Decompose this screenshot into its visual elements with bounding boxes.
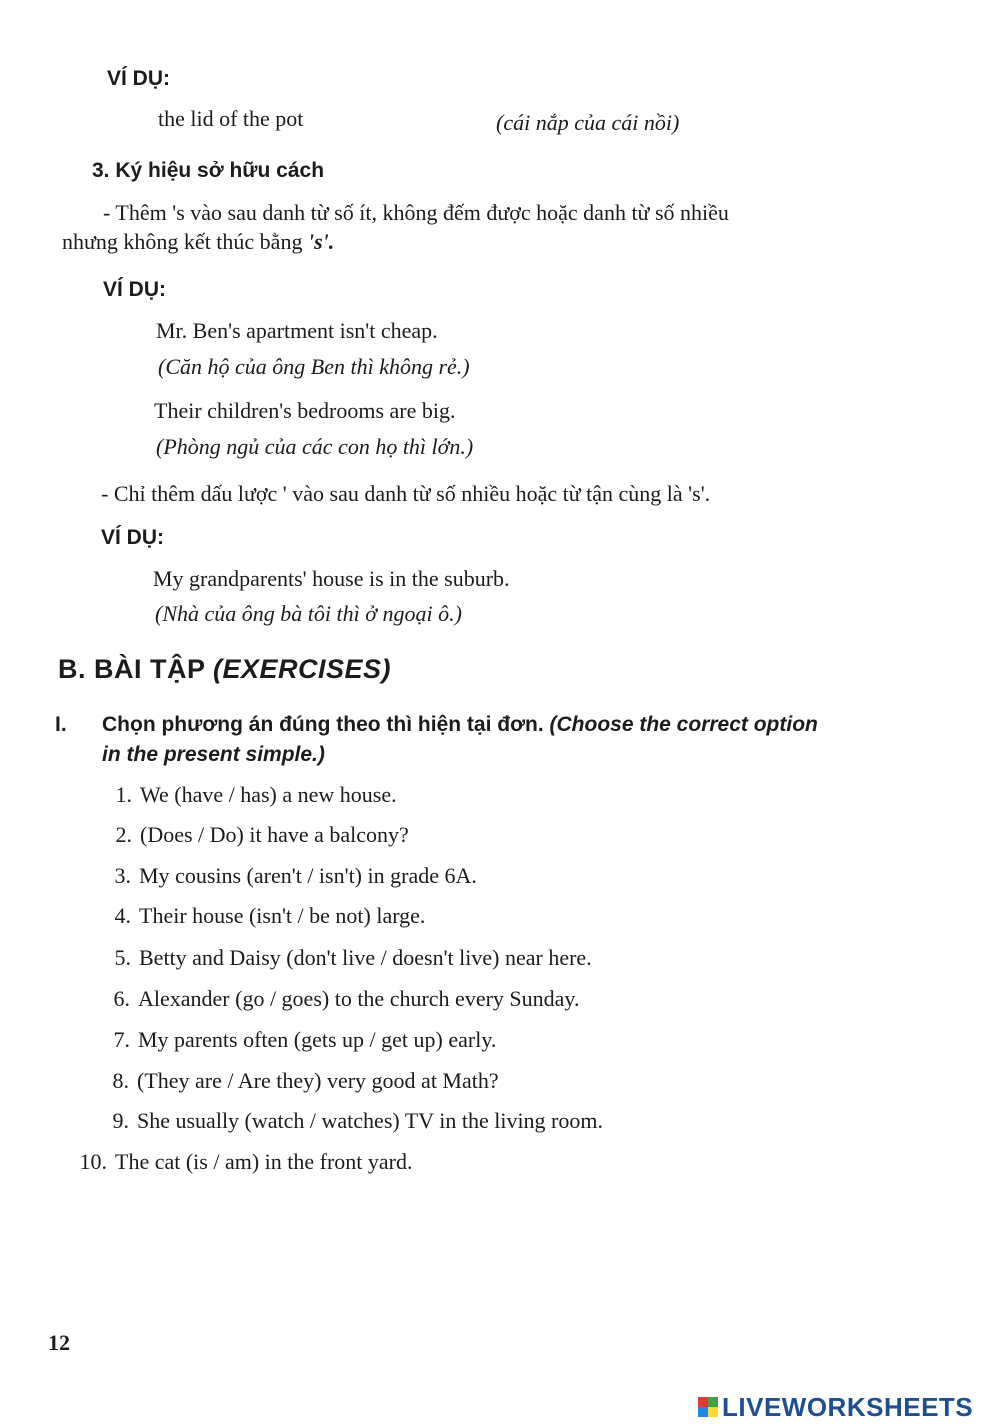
example-sentence-en: Mr. Ben's apartment isn't cheap.	[156, 318, 438, 343]
item-text: (They are / Are they) very good at Math?	[137, 1068, 499, 1093]
section-b-title-em: (EXERCISES)	[213, 654, 392, 684]
page-number: 12	[48, 1330, 70, 1355]
example-sentence-vi: (Căn hộ của ông Ben thì không rẻ.)	[158, 354, 470, 379]
item-text: Betty and Daisy (don't live / doesn't live) near here.	[139, 945, 592, 970]
instruction-en: (Choose the correct option	[549, 713, 818, 736]
example-sentence-vi: (cái nắp của cái nồi)	[496, 110, 680, 135]
example-sentence-en: the lid of the pot	[158, 106, 304, 131]
exercise-instruction	[102, 713, 818, 737]
item-number: 9.	[112, 1108, 129, 1133]
rule-text: nhưng không kết thúc bằng	[62, 229, 308, 254]
instruction-vi: Chọn phương án đúng theo thì hiện tại đơn.	[102, 713, 550, 736]
exercise-item	[93, 1108, 603, 1134]
item-text: (Does / Do) it have a balcony?	[140, 822, 409, 847]
item-number: 3.	[114, 863, 131, 888]
item-number: 7.	[113, 1027, 130, 1052]
rule-line: - Thêm 's vào sau danh từ số ít, không đếm được hoặc danh từ số nhiều	[103, 200, 729, 225]
liveworksheets-logo-icon	[698, 1397, 718, 1417]
item-number: 5.	[114, 945, 131, 970]
exercise-item	[71, 1149, 413, 1175]
exercise-item	[93, 1068, 499, 1094]
rule-line	[62, 229, 334, 255]
item-text: The cat (is / am) in the front yard.	[115, 1149, 413, 1174]
exercise-instruction-cont: in the present simple.)	[102, 743, 325, 766]
example-sentence-vi: (Nhà của ông bà tôi thì ở ngoại ô.)	[155, 601, 462, 626]
example-sentence-en: Their children's bedrooms are big.	[154, 398, 456, 423]
exercise-item	[94, 1027, 496, 1053]
exercise-item	[96, 822, 409, 848]
exercise-item	[95, 863, 477, 889]
watermark-text: LIVEWORKSHEETS	[722, 1391, 974, 1422]
exercise-item	[95, 945, 592, 971]
rule-emphasis: 's'.	[307, 229, 335, 254]
section-b-title	[58, 654, 391, 685]
exercise-item	[95, 903, 425, 929]
section-heading: 3. Ký hiệu sở hữu cách	[92, 159, 325, 182]
rule-line: - Chỉ thêm dấu lược ' vào sau danh từ số nhiều hoặc từ tận cùng là 's'.	[101, 481, 711, 506]
section-b-title-text: B. BÀI TẬP	[58, 654, 214, 684]
item-number: 10.	[79, 1149, 107, 1174]
item-number: 4.	[114, 903, 131, 928]
exercise-roman-numeral: I.	[55, 713, 67, 736]
example-label: VÍ DỤ:	[107, 67, 170, 90]
item-text: My cousins (aren't / isn't) in grade 6A.	[139, 863, 477, 888]
item-number: 2.	[115, 822, 132, 847]
item-text: She usually (watch / watches) TV in the living room.	[137, 1108, 603, 1133]
item-number: 8.	[112, 1068, 129, 1093]
item-text: Their house (isn't / be not) large.	[139, 903, 426, 928]
example-label: VÍ DỤ:	[101, 526, 164, 549]
item-text: Alexander (go / goes) to the church every Sunday.	[138, 986, 580, 1011]
item-text: My parents often (gets up / get up) early.	[138, 1027, 497, 1052]
exercise-item	[96, 782, 397, 808]
example-label: VÍ DỤ:	[103, 278, 166, 301]
example-sentence-vi: (Phòng ngủ của các con họ thì lớn.)	[156, 434, 474, 459]
item-number: 6.	[113, 986, 130, 1011]
item-number: 1.	[115, 782, 132, 807]
exercise-item	[94, 986, 579, 1012]
watermark-logo	[698, 1393, 973, 1421]
item-text: We (have / has) a new house.	[140, 782, 397, 807]
example-sentence-en: My grandparents' house is in the suburb.	[153, 566, 510, 591]
